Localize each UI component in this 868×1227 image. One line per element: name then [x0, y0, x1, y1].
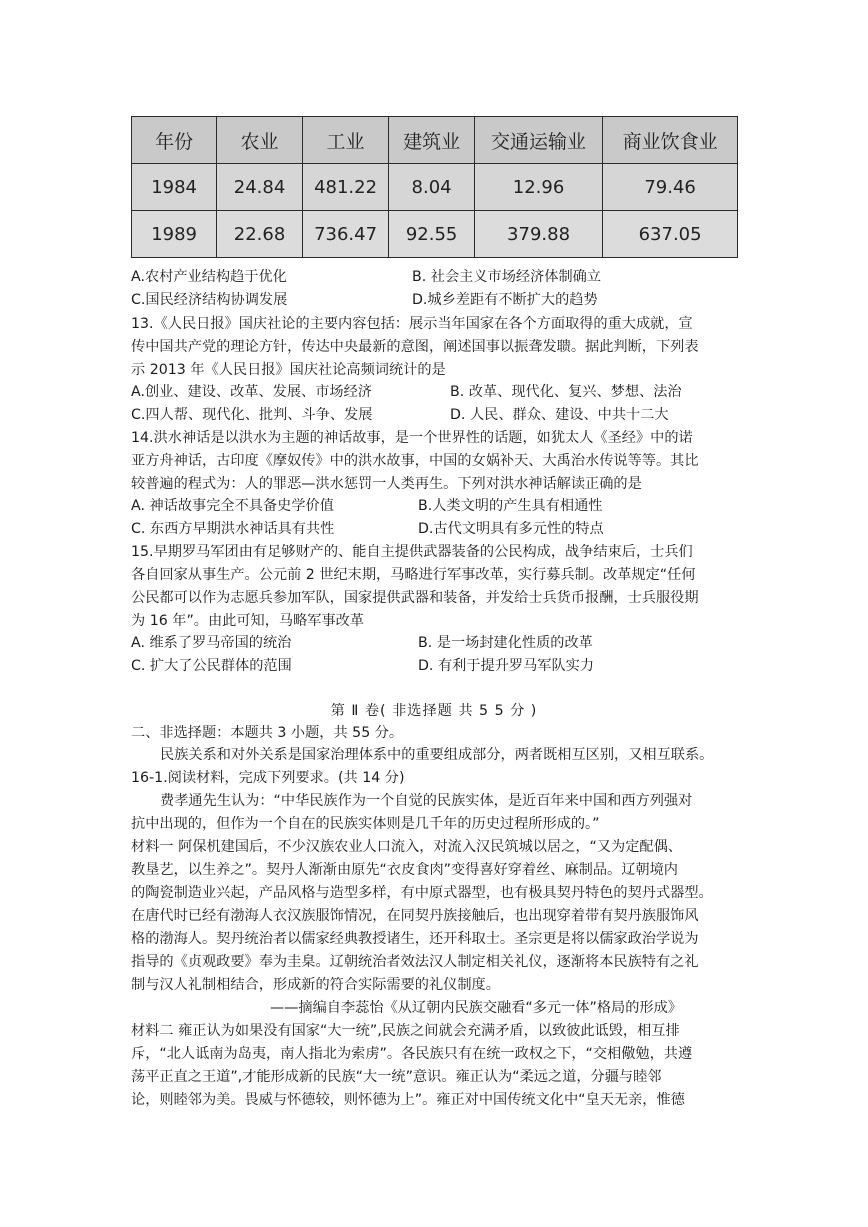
q12-option-d: D.城乡差距有不断扩大的趋势	[412, 292, 598, 308]
material2-line: 论，则睦邻为美。畏威与怀德较，则怀德为上”。雍正对中国传统文化中“皇天无亲，惟德	[131, 1092, 685, 1108]
table-cell: 736.47	[302, 211, 388, 258]
table-cell: 637.05	[603, 211, 738, 258]
table-cell: 1989	[132, 211, 217, 258]
q13-stem-line: 示 2013 年《人民日报》国庆社论高频词统计的是	[131, 362, 446, 378]
q13-option-b: B. 改革、现代化、复兴、梦想、法治	[450, 384, 682, 400]
material2-line: 荡平正直之王道”,才能形成新的民族“大一统”意识。雍正认为“柔远之道，分疆与睦邻	[131, 1069, 662, 1085]
table-header: 建筑业	[389, 117, 475, 164]
q13-stem-line: 13.《人民日报》国庆社论的主要内容包括：展示当年国家在各个方面取得的重大成就，宣	[131, 316, 693, 332]
q13-option-d: D. 人民、群众、建设、中共十二大	[450, 407, 669, 423]
q14-option-b: B.人类文明的产生具有相通性	[418, 498, 603, 514]
table-cell: 92.55	[389, 211, 475, 258]
q14-option-a: A. 神话故事完全不具备史学价值	[131, 498, 334, 514]
q12-option-b: B. 社会主义市场经济体制确立	[412, 269, 602, 285]
table-header: 交通运输业	[474, 117, 602, 164]
material1-line: 的陶瓷制造业兴起，产品风格与造型多样，有中原式器型，也有极具契丹特色的契丹式器型。	[131, 885, 713, 901]
material1-line: 材料一 阿保机建国后，不少汉族农业人口流入，对流入汉民筑城以居之，“又为定配偶、	[131, 839, 682, 855]
table-header: 年份	[132, 117, 217, 164]
statistics-table	[131, 116, 738, 258]
q13-option-c: C.四人帮、现代化、批判、斗争、发展	[131, 407, 373, 423]
q15-stem-line: 15.早期罗马军团由有足够财产的、能自主提供武器装备的公民构成，战争结束后，士兵们	[131, 544, 693, 560]
q13-option-a: A.创业、建设、改革、发展、市场经济	[131, 384, 372, 400]
section-title: 第 Ⅱ 卷( 非选择题 共 5 5 分 )	[330, 703, 538, 719]
material1-line: 指导的《贞观政要》奉为圭臬。辽朝统治者效法汉人制定相关礼仪，逐渐将本民族特有之礼	[131, 954, 699, 970]
table-cell: 1984	[132, 164, 217, 211]
table-cell: 481.22	[302, 164, 388, 211]
table-cell: 12.96	[474, 164, 602, 211]
material2-line: 材料二 雍正认为如果没有国家“大一统”,民族之间就会充满矛盾，以致彼此诋毁，相互排	[131, 1023, 680, 1039]
material1-line: 教垦艺，以生养之”。契丹人渐渐由原先“衣皮食肉”变得喜好穿着丝、麻制品。辽朝境内	[131, 862, 678, 878]
table-header-row	[132, 117, 738, 164]
quote-line: 费孝通先生认为：“中华民族作为一个自觉的民族实体，是近百年来中国和西方列强对	[160, 793, 693, 809]
table-row	[132, 164, 738, 211]
table-row	[132, 211, 738, 258]
material1-source: ——摘编自李蕊怡《从辽朝内民族交融看“多元一体”格局的形成》	[270, 1000, 682, 1016]
q12-option-a: A.农村产业结构趋于优化	[131, 269, 287, 285]
q15-stem-line: 公民都可以作为志愿兵参加军队，国家提供武器和装备，并发给士兵货币报酬，士兵服役期	[131, 590, 699, 606]
section-heading: 二、非选择题：本题共 3 小题，共 55 分。	[131, 725, 404, 741]
q12-option-c: C.国民经济结构协调发展	[131, 292, 288, 308]
q14-option-d: D.古代文明具有多元性的特点	[418, 521, 604, 537]
table-cell: 24.84	[217, 164, 303, 211]
q14-stem-line: 亚方舟神话，古印度《摩奴传》中的洪水故事，中国的女娲补天、大禹治水传说等等。其比	[131, 453, 699, 469]
q13-stem-line: 传中国共产党的理论方针，传达中央最新的意图，阐述国事以振聋发聩。据此判断，下列表	[131, 339, 699, 355]
q14-option-c: C. 东西方早期洪水神话具有共性	[131, 521, 335, 537]
material2-line: 斥，“北人诋南为岛夷，南人指北为索虏”。各民族只有在统一政权之下，“交相儆勉，共遵	[131, 1046, 693, 1062]
q14-stem-line: 14.洪水神话是以洪水为主题的神话故事，是一个世界性的话题，如犹太人《圣经》中的诺	[131, 430, 693, 446]
table-cell: 379.88	[474, 211, 602, 258]
quote-line: 抗中出现的，但作为一个自在的民族实体则是几千年的历史过程所形成的。”	[131, 816, 600, 832]
q14-stem-line: 较普遍的程式为：人的罪恶—洪水惩罚一人类再生。下列对洪水神话解读正确的是	[131, 476, 642, 492]
q15-option-a: A. 维系了罗马帝国的统治	[131, 635, 292, 651]
section-intro: 民族关系和对外关系是国家治理体系中的重要组成部分，两者既相互区别，又相互联系。	[160, 747, 714, 763]
table-header: 工业	[302, 117, 388, 164]
q15-stem-line: 各自回家从事生产。公元前 2 世纪末期，马略进行军事改革，实行募兵制。改革规定“任何	[131, 567, 696, 583]
q15-option-b: B. 是一场封建化性质的改革	[418, 635, 593, 651]
table-header: 商业饮食业	[603, 117, 738, 164]
material1-line: 制与汉人礼制相结合，形成新的符合实际需要的礼仪制度。	[131, 977, 500, 993]
q16-title: 16-1.阅读材料，完成下列要求。(共 14 分)	[131, 770, 405, 786]
material1-line: 在唐代时已经有渤海人衣汉族服饰情况，在同契丹族接触后，也出现穿着带有契丹族服饰风	[131, 908, 699, 924]
table-cell: 79.46	[603, 164, 738, 211]
table-cell: 22.68	[217, 211, 303, 258]
material1-line: 格的渤海人。契丹统治者以儒家经典教授诸生，还开科取士。圣宗更是将以儒家政治学说为	[131, 931, 699, 947]
q15-option-c: C. 扩大了公民群体的范围	[131, 658, 292, 674]
q15-option-d: D. 有利于提升罗马军队实力	[418, 658, 595, 674]
q15-stem-line: 为 16 年”。由此可知，马略军事改革	[131, 613, 365, 629]
table-header: 农业	[217, 117, 303, 164]
table-cell: 8.04	[389, 164, 475, 211]
